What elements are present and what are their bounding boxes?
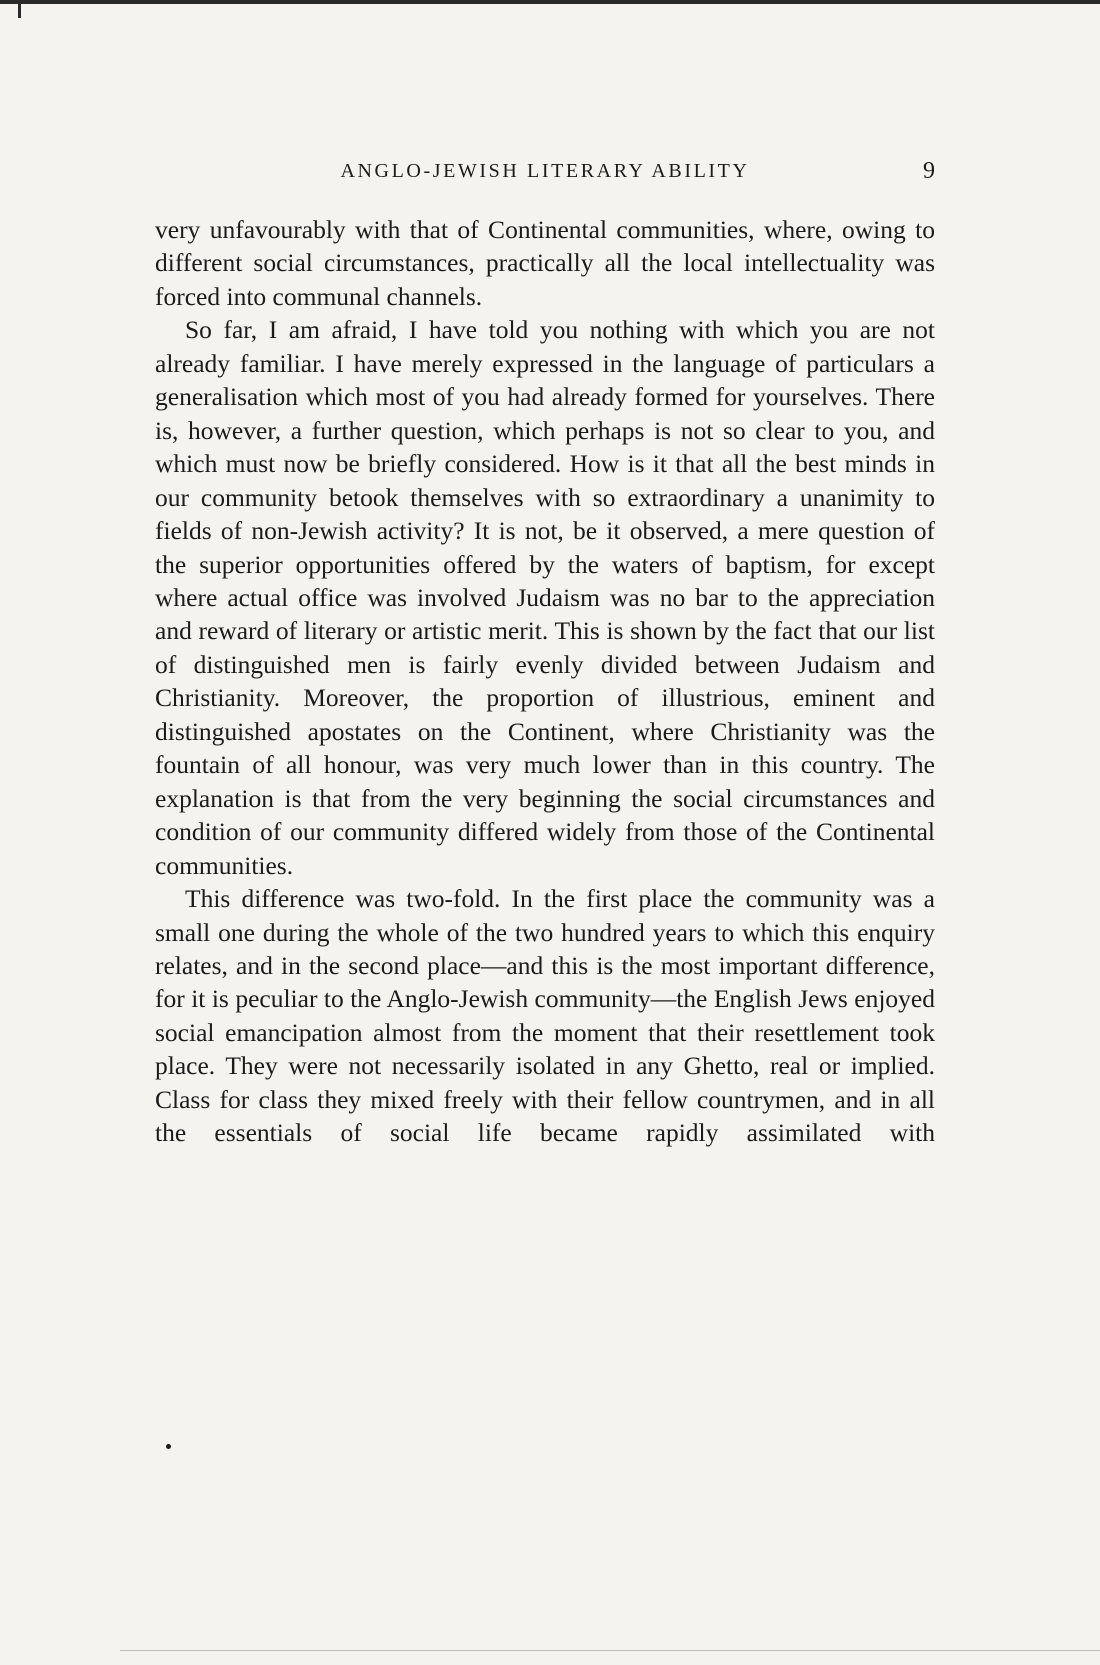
page-header bbox=[155, 160, 935, 196]
paragraph-2: So far, I am afraid, I have told you nothing with which you are not already familiar. I have merely expressed in the language of particulars a generalisation which most of you had already formed for yourselves. There is, however, a further question, which perhaps is not so clear to you, and which must now be briefly considered. How is it that all the best minds in our community betook themselves with so extraordinary a unanimity to fields of non-Jewish activity? It is not, be it observed, a mere question of the superior opportunities offered by the waters of baptism, for except where actual office was involved Judaism was no bar to the appreciation and reward of literary or artistic merit. This is shown by the fact that our list of distinguished men is fairly evenly divided between Judaism and Christianity. Moreover, the proportion of illustrious, eminent and distinguished apostates on the Continent, where Christianity was the fountain of all honour, was very much lower than in this country. The explanation is that from the very beginning the social circumstances and condition of our community differed widely from those of the Continental communities. bbox=[155, 315, 935, 880]
top-edge-tick bbox=[18, 0, 21, 18]
body-text bbox=[155, 213, 935, 1150]
paragraph-1: very unfavourably with that of Continental communities, where, owing to different social circumstances, practically all the local intellectuality was forced into communal channels. bbox=[155, 215, 935, 311]
top-edge-rule bbox=[0, 0, 1100, 4]
running-title: ANGLO-JEWISH LITERARY ABILITY bbox=[340, 160, 750, 182]
page-number: 9 bbox=[923, 158, 935, 184]
paragraph-3: This difference was two-fold. In the first place the community was a small one during the whole of the two hundred years to which this enquiry relates, and in the second place—and this is the most important difference, for it is peculiar to the Anglo-Jewish community—the English Jews enjoyed social emancipation almost from the moment that their resettlement took place. They were not necessarily isolated in any Ghetto, real or implied. Class for class they mixed freely with their fellow countrymen, and in all the essentials of social life became rapidly assimilated with bbox=[155, 884, 935, 1148]
ink-speck bbox=[166, 1444, 171, 1449]
bottom-edge-rule bbox=[120, 1650, 1100, 1651]
